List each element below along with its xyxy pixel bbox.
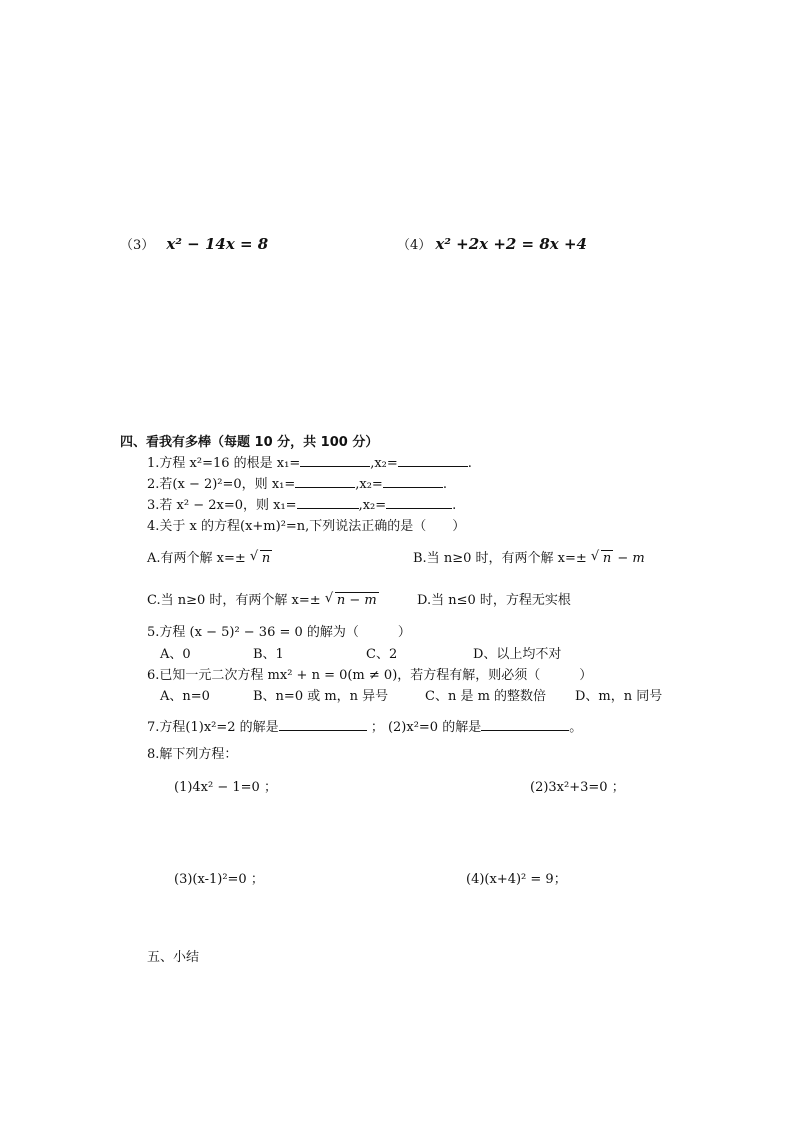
- question-6-option-b[interactable]: B、n=0 或 m，n 异号: [253, 689, 389, 704]
- question-3: [147, 494, 456, 513]
- answer-blank[interactable]: [383, 475, 443, 488]
- question-6-option-a[interactable]: A、n=0: [160, 689, 210, 704]
- problem-3: [120, 234, 268, 253]
- answer-blank[interactable]: [398, 454, 468, 467]
- answer-blank[interactable]: [295, 475, 355, 488]
- question-5-stem: 5.方程 (x − 5)² − 36 = 0 的解为（ ）: [147, 625, 411, 640]
- question-4-option-d[interactable]: D.当 n≤0 时，方程无实根: [417, 593, 571, 608]
- question-2-mid: ,x₂=: [355, 477, 383, 492]
- radicand: n: [602, 551, 612, 566]
- question-6-option-d[interactable]: D、m，n 同号: [575, 689, 663, 704]
- answer-blank[interactable]: [386, 496, 452, 509]
- sqrt-symbol: √ n − m: [324, 591, 377, 608]
- question-8-stem: 8.解下列方程：: [147, 747, 238, 762]
- problem-4: [397, 234, 587, 253]
- question-1: [147, 452, 472, 471]
- question-6-option-c[interactable]: C、n 是 m 的整数倍: [425, 689, 547, 704]
- question-4-option-a[interactable]: [147, 547, 272, 566]
- question-8-part-4: (4)(x+4)² = 9；: [466, 872, 567, 887]
- question-3-mid: ,x₂=: [358, 498, 387, 513]
- radicand: n: [261, 551, 271, 566]
- question-2-end: .: [442, 477, 447, 492]
- question-1-mid: ,x₂=: [370, 456, 398, 471]
- section-5-title: 五、小结: [147, 950, 200, 965]
- question-1-text: 1.方程 x²=16 的根是 x₁=: [147, 456, 301, 471]
- problem-3-expression: x² − 14x = 8: [166, 235, 269, 253]
- answer-blank[interactable]: [279, 718, 367, 731]
- question-5-option-c[interactable]: C、2: [366, 647, 398, 662]
- question-3-text: 3.若 x² − 2x=0，则 x₁=: [147, 498, 297, 513]
- question-1-end: .: [467, 456, 472, 471]
- question-4-stem: 4.关于 x 的方程(x+m)²=n,下列说法正确的是（ ）: [147, 519, 466, 534]
- question-5-option-b[interactable]: B、1: [253, 647, 284, 662]
- question-4-option-c[interactable]: [147, 589, 379, 608]
- question-5-option-d[interactable]: D、以上均不对: [473, 647, 562, 662]
- problem-3-label: （3）: [120, 238, 155, 253]
- question-8-part-1: (1)4x² − 1=0 ；: [174, 780, 277, 795]
- option-a-text: A.有两个解 x=±: [147, 551, 246, 566]
- question-2-text: 2.若(x − 2)²=0，则 x₁=: [147, 477, 296, 492]
- question-3-end: .: [452, 498, 457, 513]
- question-7-mid: ； (2)x²=0 的解是: [370, 720, 482, 735]
- question-6-stem: 6.已知一元二次方程 mx² + n = 0(m ≠ 0)，若方程有解，则必须（ ）: [147, 668, 593, 683]
- answer-blank[interactable]: [300, 454, 370, 467]
- option-b-tail: − m: [617, 551, 645, 566]
- question-4-option-b[interactable]: [413, 547, 645, 566]
- option-c-text: C.当 n≥0 时，有两个解 x=±: [147, 593, 321, 608]
- question-2: [147, 473, 447, 492]
- answer-blank[interactable]: [297, 496, 359, 509]
- question-7-text: 7.方程(1)x²=2 的解是: [147, 720, 279, 735]
- sqrt-symbol: √ n: [590, 549, 612, 566]
- sqrt-symbol: √ n: [249, 549, 271, 566]
- question-7-end: 。: [569, 720, 583, 735]
- question-5-option-a[interactable]: A、0: [160, 647, 191, 662]
- question-8-part-3: (3)(x-1)²=0 ；: [174, 872, 264, 887]
- option-b-text: B.当 n≥0 时，有两个解 x=±: [413, 551, 587, 566]
- question-7: [147, 716, 582, 735]
- question-8-part-2: (2)3x²+3=0 ；: [530, 780, 625, 795]
- answer-blank[interactable]: [481, 718, 569, 731]
- section-4-title: 四、看我有多棒（每题 10 分，共 100 分）: [120, 435, 379, 450]
- problem-4-label: （4）: [397, 238, 432, 253]
- radicand: n − m: [336, 593, 377, 608]
- problem-4-expression: x² +2x +2 = 8x +4: [435, 235, 587, 253]
